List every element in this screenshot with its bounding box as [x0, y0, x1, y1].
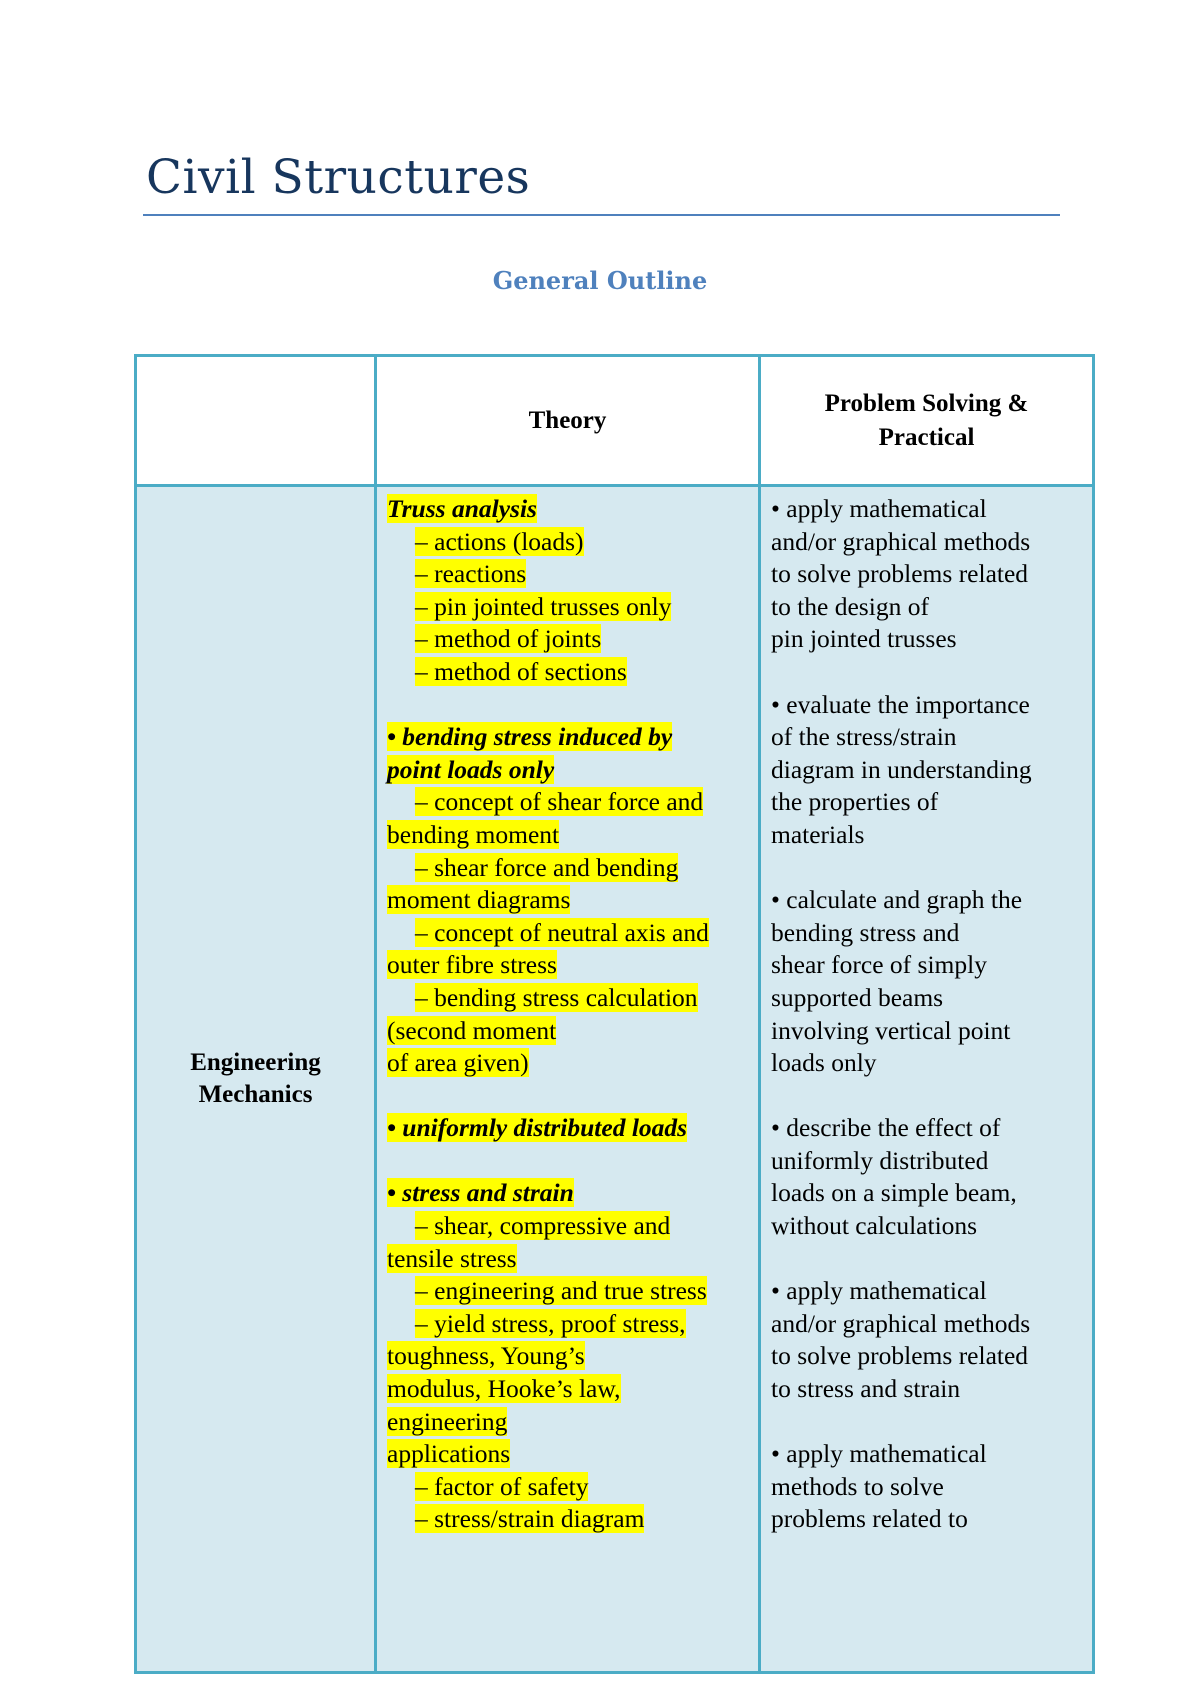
- list-item: – pin jointed trusses only: [415, 591, 672, 621]
- row-heading-line: Mechanics: [198, 1081, 313, 1108]
- list-item: without calculations: [771, 1211, 978, 1241]
- list-item: to solve problems related: [771, 559, 1029, 589]
- list-item: outer fibre stress: [387, 950, 557, 980]
- list-item: – concept of shear force and: [415, 787, 704, 817]
- list-item: • calculate and graph the: [771, 885, 1023, 915]
- udl-heading: • uniformly distributed loads: [387, 1113, 688, 1143]
- list-item: • apply mathematical: [771, 494, 987, 523]
- title-underline: [143, 214, 1060, 216]
- list-item: (second moment: [387, 1015, 557, 1045]
- list-item: – stress/strain diagram: [415, 1504, 645, 1534]
- list-item: materials: [771, 819, 865, 849]
- list-item: supported beams: [771, 982, 944, 1012]
- list-item: toughness, Young’s: [387, 1341, 585, 1371]
- list-item: – bending stress calculation: [415, 982, 698, 1012]
- list-item: – shear force and bending: [415, 852, 679, 882]
- list-item: of area given): [387, 1048, 529, 1078]
- section-subtitle: General Outline: [492, 266, 708, 295]
- list-item: of the stress/strain: [771, 722, 957, 752]
- list-item: – reactions: [415, 559, 527, 589]
- list-item: involving vertical point: [771, 1015, 1011, 1045]
- list-item: – shear, compressive and: [415, 1211, 671, 1241]
- row-heading-line: Engineering: [190, 1049, 321, 1076]
- header-theory: Theory: [376, 356, 760, 486]
- bending-stress-heading: point loads only: [387, 754, 555, 784]
- list-item: shear force of simply: [771, 950, 987, 980]
- list-item: to solve problems related: [771, 1341, 1029, 1371]
- list-item: problems related to: [771, 1504, 968, 1534]
- list-item: to stress and strain: [771, 1374, 961, 1404]
- list-item: moment diagrams: [387, 885, 571, 915]
- list-item: and/or graphical methods: [771, 526, 1031, 556]
- document-title: Civil Structures: [146, 150, 531, 205]
- list-item: – concept of neutral axis and: [415, 917, 709, 947]
- list-item: applications: [387, 1439, 511, 1469]
- list-item: uniformly distributed: [771, 1145, 989, 1175]
- list-item: diagram in understanding: [771, 754, 1032, 784]
- list-item: • describe the effect of: [771, 1113, 1001, 1143]
- table-header-row: [136, 356, 1094, 486]
- list-item: the properties of: [771, 787, 939, 817]
- problem-solving-cell: [760, 486, 1094, 1673]
- list-item: tensile stress: [387, 1243, 517, 1273]
- list-item: pin jointed trusses: [771, 624, 957, 654]
- list-item: bending moment: [387, 819, 560, 849]
- list-item: modulus, Hooke’s law,: [387, 1374, 621, 1404]
- header-empty-cell: [136, 356, 376, 486]
- stress-strain-heading: • stress and strain: [387, 1178, 574, 1208]
- list-item: • apply mathematical: [771, 1439, 987, 1469]
- list-item: methods to solve: [771, 1471, 944, 1501]
- truss-analysis-heading: Truss analysis: [387, 494, 537, 523]
- header-problem-solving: [760, 356, 1094, 486]
- list-item: and/or graphical methods: [771, 1308, 1031, 1338]
- theory-cell: [376, 486, 760, 1673]
- outline-table: [134, 354, 1095, 1674]
- header-problem-solving-label: Problem Solving & Practical: [824, 389, 1029, 451]
- row-heading-cell: [136, 486, 376, 1673]
- list-item: – factor of safety: [415, 1471, 589, 1501]
- list-item: – method of sections: [415, 656, 627, 686]
- list-item: • apply mathematical: [771, 1276, 987, 1306]
- list-item: engineering: [387, 1406, 508, 1436]
- list-item: loads only: [771, 1048, 877, 1078]
- list-item: to the design of: [771, 591, 929, 621]
- list-item: bending stress and: [771, 917, 960, 947]
- list-item: • evaluate the importance: [771, 689, 1030, 719]
- table-row: [136, 486, 1094, 1673]
- list-item: – engineering and true stress: [415, 1276, 707, 1306]
- list-item: – method of joints: [415, 624, 602, 654]
- list-item: – actions (loads): [415, 526, 584, 556]
- list-item: – yield stress, proof stress,: [415, 1308, 686, 1338]
- bending-stress-heading: • bending stress induced by: [387, 722, 673, 752]
- list-item: loads on a simple beam,: [771, 1178, 1017, 1208]
